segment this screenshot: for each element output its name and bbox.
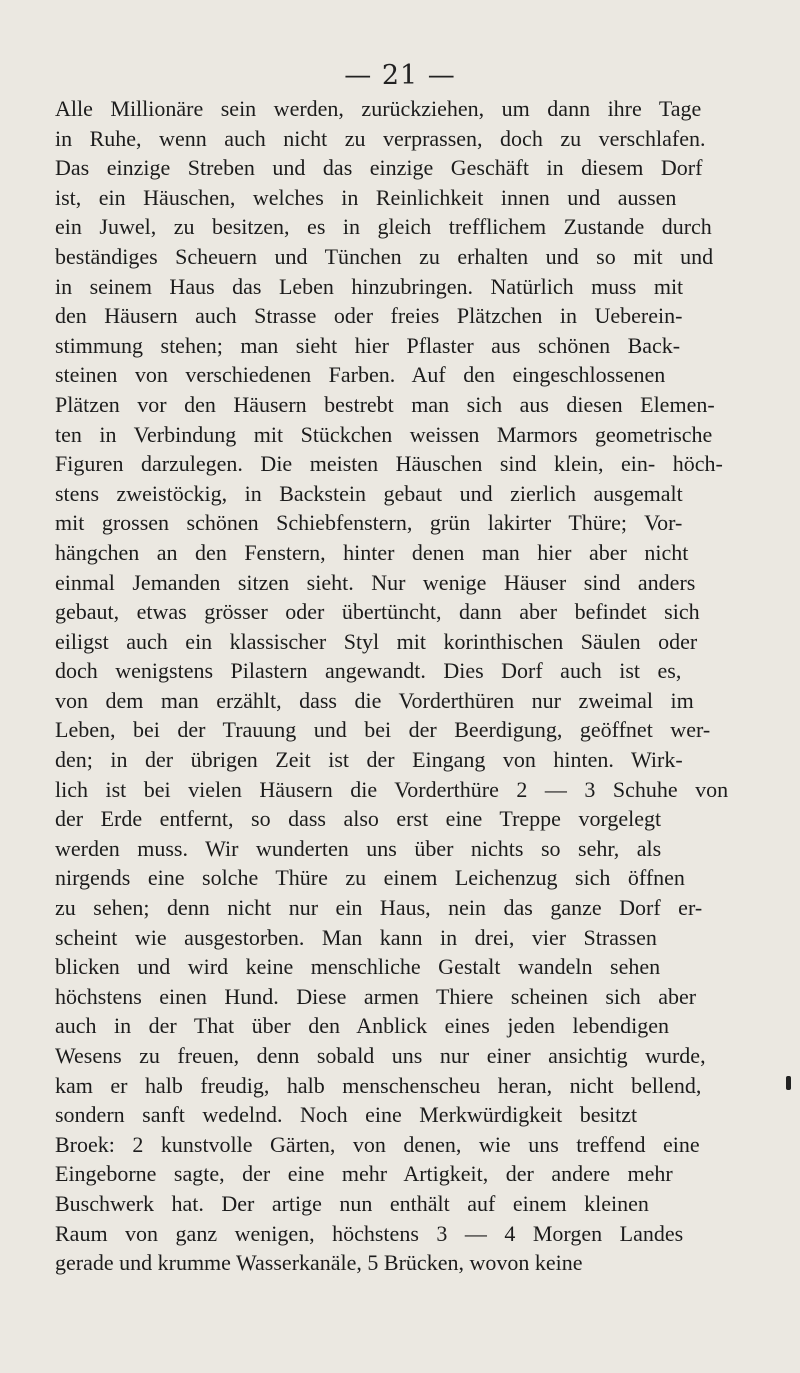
text-line: in seinem Haus das Leben hinzubringen. Natürlich muss mit bbox=[55, 273, 684, 299]
text-line: höchstens einen Hund. Diese armen Thiere scheinen sich aber bbox=[55, 983, 697, 1009]
text-line: Alle Millionäre sein werden, zurückziehen, um dann ihre Tage bbox=[55, 96, 702, 121]
text-line: mit grossen schönen Schiebfenstern, grün lakirter Thüre; Vor- bbox=[55, 510, 683, 536]
text-line: Das einzige Streben und das einzige Geschäft in diesem Dorf bbox=[55, 155, 703, 181]
body-text bbox=[55, 94, 767, 1278]
text-line: der Erde entfernt, so dass also erst eine Treppe vorgelegt bbox=[55, 806, 662, 832]
margin-ink-mark bbox=[786, 1076, 791, 1090]
text-line: kam er halb freudig, halb menschenscheu heran, nicht bellend, bbox=[55, 1072, 702, 1098]
text-line: beständiges Scheuern und Tünchen zu erhalten und so mit und bbox=[55, 243, 714, 269]
text-line: eiligst auch ein klassischer Styl mit korinthischen Säulen oder bbox=[55, 628, 698, 654]
text-line: sondern sanft wedelnd. Noch eine Merkwürdigkeit besitzt bbox=[55, 1102, 638, 1128]
text-line: doch wenigstens Pilastern angewandt. Dies Dorf auch ist es, bbox=[55, 658, 682, 684]
text-line: steinen von verschiedenen Farben. Auf den eingeschlossenen bbox=[55, 362, 666, 388]
text-line: Raum von ganz wenigen, höchstens 3 — 4 Morgen Landes bbox=[55, 1220, 684, 1246]
text-line: lich ist bei vielen Häusern die Vorderthüre 2 — 3 Schuhe von bbox=[55, 776, 729, 802]
text-line: scheint wie ausgestorben. Man kann in drei, vier Strassen bbox=[55, 924, 657, 950]
text-line: gerade und krumme Wasserkanäle, 5 Brücken, wovon keine bbox=[55, 1250, 583, 1276]
text-line: in Ruhe, wenn auch nicht zu verprassen, doch zu verschlafen. bbox=[55, 125, 706, 151]
text-line: Leben, bei der Trauung und bei der Beerdigung, geöffnet wer- bbox=[55, 717, 711, 743]
text-line: Buschwerk hat. Der artige nun enthält auf einem kleinen bbox=[55, 1190, 649, 1216]
text-line: Eingeborne sagte, der eine mehr Artigkeit, der andere mehr bbox=[55, 1161, 673, 1187]
text-line: den Häusern auch Strasse oder freies Plätzchen in Ueberein- bbox=[55, 303, 683, 329]
text-line: ein Juwel, zu besitzen, es in gleich trefflichem Zustande durch bbox=[55, 214, 712, 240]
text-line: werden muss. Wir wunderten uns über nichts so sehr, als bbox=[55, 835, 662, 861]
text-line: von dem man erzählt, dass die Vorderthüren nur zweimal im bbox=[55, 687, 694, 713]
text-line: gebaut, etwas grösser oder übertüncht, dann aber befindet sich bbox=[55, 599, 700, 625]
text-line: Broek: 2 kunstvolle Gärten, von denen, wie uns treffend eine bbox=[55, 1131, 700, 1157]
text-line: Plätzen vor den Häusern bestrebt man sich aus diesen Elemen- bbox=[55, 391, 715, 417]
text-line: einmal Jemanden sitzen sieht. Nur wenige Häuser sind anders bbox=[55, 569, 696, 595]
text-line: stens zweistöckig, in Backstein gebaut und zierlich ausgemalt bbox=[55, 480, 683, 506]
text-line: ist, ein Häuschen, welches in Reinlichkeit innen und aussen bbox=[55, 184, 677, 210]
text-line: Figuren darzulegen. Die meisten Häuschen sind klein, ein- höch- bbox=[55, 451, 723, 477]
text-line: auch in der That über den Anblick eines jeden lebendigen bbox=[55, 1013, 670, 1039]
text-line: den; in der übrigen Zeit ist der Eingang von hinten. Wirk- bbox=[55, 747, 683, 773]
text-line: stimmung stehen; man sieht hier Pflaster aus schönen Back- bbox=[55, 332, 681, 358]
page-number: — 21 — bbox=[344, 60, 456, 91]
text-line: ten in Verbindung mit Stückchen weissen Marmors geometrische bbox=[55, 421, 713, 447]
text-line: blicken und wird keine menschliche Gestalt wandeln sehen bbox=[55, 954, 661, 980]
text-line: hängchen an den Fenstern, hinter denen man hier aber nicht bbox=[55, 539, 689, 565]
text-line: zu sehen; denn nicht nur ein Haus, nein das ganze Dorf er- bbox=[55, 895, 703, 921]
text-line: nirgends eine solche Thüre zu einem Leichenzug sich öffnen bbox=[55, 865, 685, 891]
text-line: Wesens zu freuen, denn sobald uns nur einer ansichtig wurde, bbox=[55, 1043, 706, 1068]
